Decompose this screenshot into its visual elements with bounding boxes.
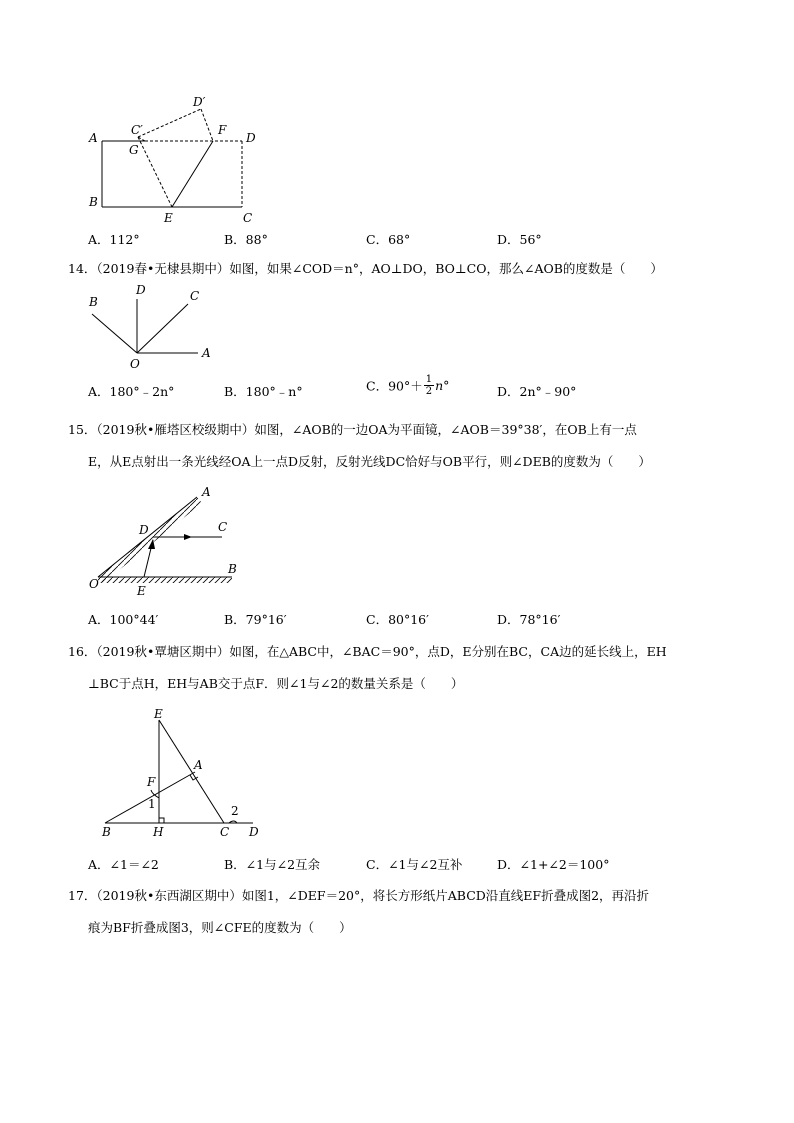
label-d-prime: D′ [193,95,206,109]
q14-option-c[interactable] [366,374,449,397]
label-b: B [89,295,98,309]
q16-options [88,855,728,875]
q13-option-a[interactable]: A．112° [88,232,140,247]
q15-option-a[interactable]: A．100°44′ [88,612,159,627]
q14-option-c-suffix: n° [435,378,450,393]
label-g: G [129,143,139,157]
label-a: A [89,131,98,145]
label-e: E [137,584,146,598]
q16-stem [68,636,728,700]
q14-stem [68,253,728,285]
right-angle-h [159,818,164,823]
segment-e-c [159,720,224,823]
fraction-one-half [424,374,434,397]
arrow-head-dc [184,534,192,540]
label-b: B [89,195,98,209]
line-ob-hatch [98,577,232,583]
label-c: C [243,211,253,225]
label-f: F [218,123,227,137]
q17-stem-line-1: 17．（2019秋•东西湖区期中）如图1，∠DEF＝20°，将长方形纸片ABCD沿直线EF折叠成图2，再沿折 [68,888,650,903]
q14-option-b[interactable]: B．180°﹣n° [224,384,303,399]
label-e: E [164,211,173,225]
label-a: A [202,485,211,499]
q15-option-b[interactable]: B．79°16′ [224,612,287,627]
q14-options [88,374,728,402]
label-d: D [136,283,146,297]
segment-e-f [172,141,213,207]
q15-option-d[interactable]: D．78°16′ [497,612,561,627]
q16-stem-line-1: 16．（2019秋•覃塘区期中）如图，在△ABC中，∠BAC＝90°，点D，E分别在BC，CA边的延长线上，EH [68,644,667,659]
q16-option-c[interactable]: C．∠1与∠2互补 [366,857,463,872]
q17-stem-line-2: 痕为BF折叠成图3，则∠CFE的度数为（ ） [88,920,352,935]
label-e: E [154,707,163,721]
q13-figure [80,92,270,225]
q13-option-b[interactable]: B．88° [224,232,268,247]
label-b: B [102,825,111,839]
label-angle-1: 1 [148,797,156,811]
q13-option-d[interactable]: D．56° [497,232,542,247]
label-angle-2: 2 [231,804,239,818]
q15-option-c[interactable]: C．80°16′ [366,612,429,627]
label-d: D [246,131,256,145]
ray-ob [92,314,137,353]
label-a: A [202,346,211,360]
ray-oc [137,304,188,353]
q13-option-c[interactable]: C．68° [366,232,411,247]
label-b: B [228,562,237,576]
mirror-oa-hatch [98,497,202,583]
q16-figure [90,702,270,842]
q14-option-c-prefix: C．90°＋ [366,378,423,394]
q16-option-b[interactable]: B．∠1与∠2互余 [224,857,321,872]
q15-options [88,610,728,630]
q14-figure [80,282,220,372]
q16-option-d[interactable]: D．∠1+∠2＝100° [497,857,610,872]
segment-dprime-f-dashed [201,109,213,141]
q16-stem-line-2: ⊥BC于点H，EH与AB交于点F．则∠1与∠2的数量关系是（ ） [88,676,464,691]
label-d: D [139,523,149,537]
q15-figure [82,482,252,597]
label-c-prime: C′ [131,123,143,137]
segment-cprime-dprime-dashed [138,109,201,137]
q14-option-a[interactable]: A．180°﹣2n° [88,384,175,399]
label-h: H [153,825,164,839]
label-f: F [147,775,156,789]
label-o: O [130,357,140,371]
label-c: C [190,289,200,303]
fraction-numerator: 1 [425,374,433,385]
label-a: A [194,758,203,772]
label-c: C [220,825,230,839]
fraction-denominator: 2 [425,386,433,397]
q13-options [88,230,728,250]
segment-cprime-e-dashed [138,137,172,207]
label-c: C [218,520,228,534]
q14-stem-line-1: 14．（2019春•无棣县期中）如图，如果∠COD＝n°，AO⊥DO，BO⊥CO，那么∠AOB的度数是（ ） [68,261,663,276]
q17-stem [68,880,728,944]
q14-option-d[interactable]: D．2n°﹣90° [497,384,577,399]
label-d: D [249,825,259,839]
q15-stem-line-1: 15．（2019秋•雁塔区校级期中）如图，∠AOB的一边OA为平面镜，∠AOB＝39°38′，在OB上有一点 [68,422,637,437]
q16-option-a[interactable]: A．∠1＝∠2 [88,857,159,872]
label-o: O [89,577,99,591]
q15-stem-line-2: E，从E点射出一条光线经OA上一点D反射，反射光线DC恰好与OB平行，则∠DEB的度数为（ ） [88,454,651,469]
q15-stem [68,414,728,478]
